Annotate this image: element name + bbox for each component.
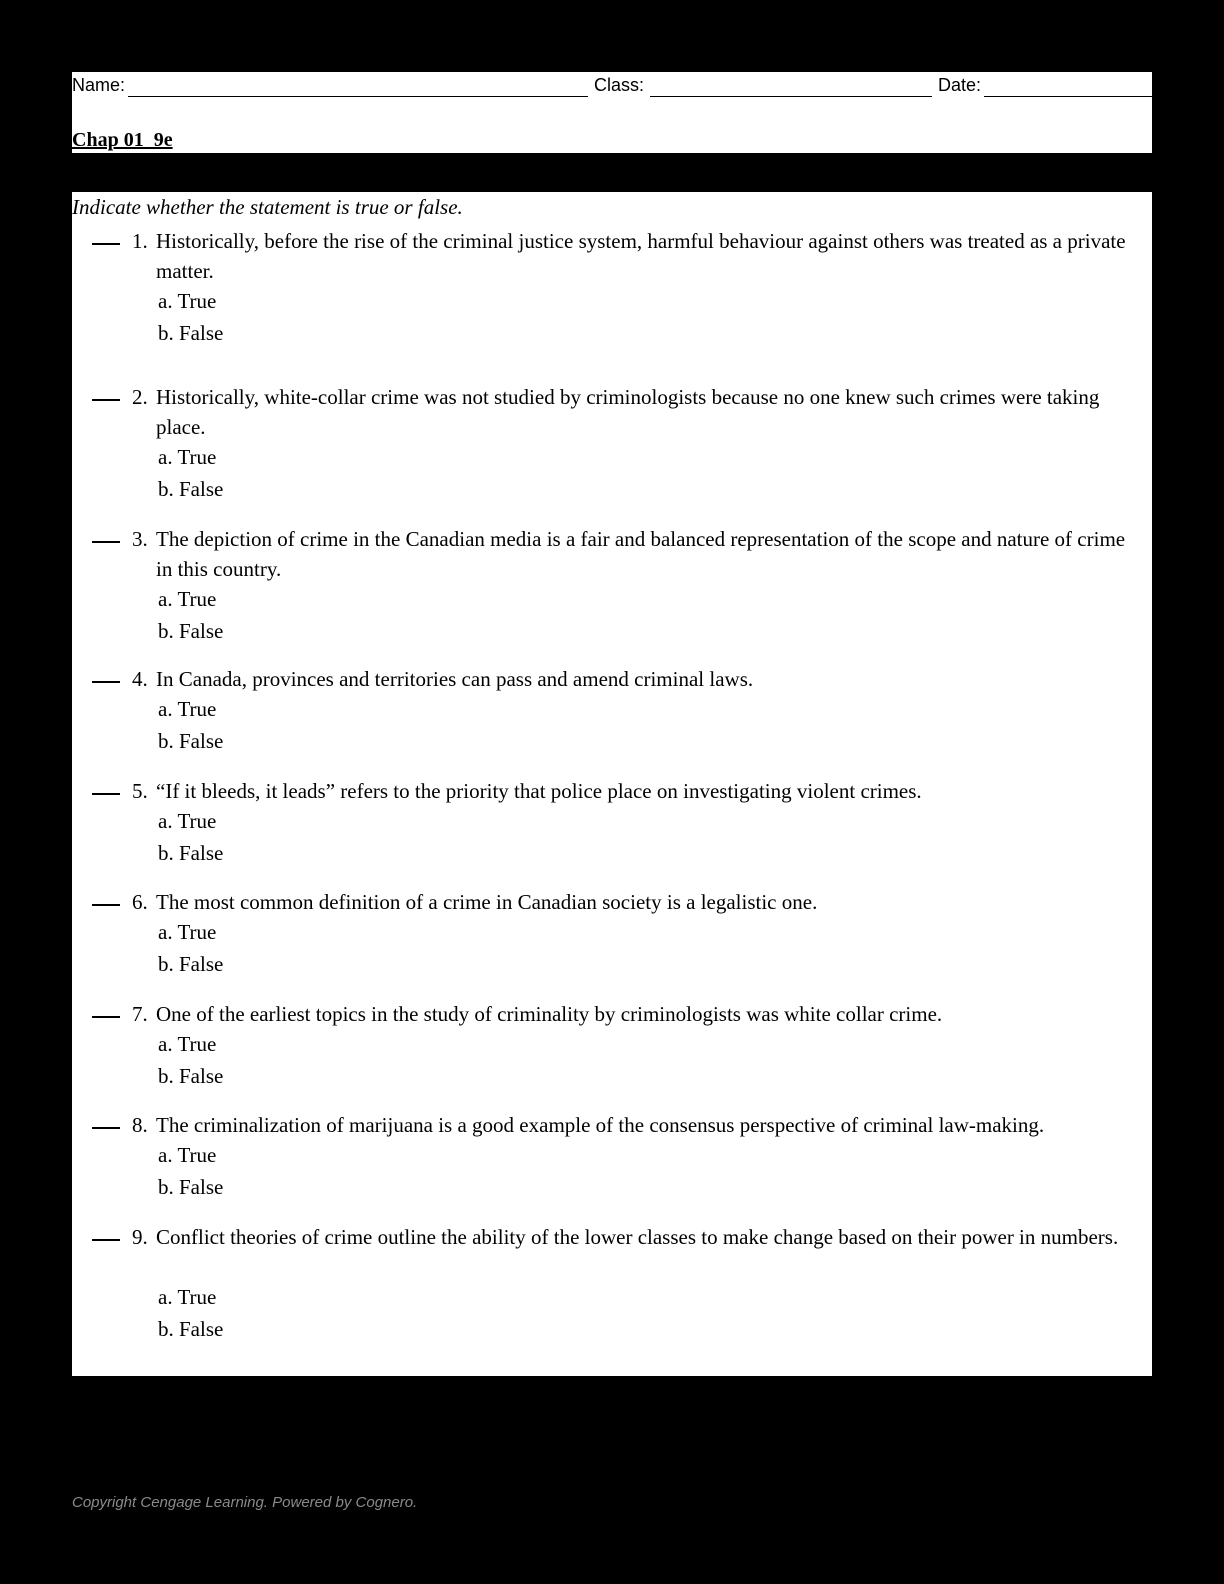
answer-blank[interactable] [92, 243, 120, 245]
question-text: “If it bleeds, it leads” refers to the priority that police place on investigating violent crimes. [156, 779, 922, 803]
option-true: a. True [158, 1143, 217, 1167]
section-instruction: Indicate whether the statement is true or false. [72, 195, 463, 219]
option-true: a. True [158, 697, 217, 721]
answer-blank[interactable] [92, 1239, 120, 1241]
option-false: b. False [158, 729, 224, 753]
answer-blank[interactable] [92, 793, 120, 795]
answer-blank[interactable] [92, 1127, 120, 1129]
question-number: 3. [132, 527, 148, 551]
answer-blank[interactable] [92, 681, 120, 683]
question-text: Historically, white-collar crime was not studied by criminologists because no one knew such crimes were taking place. [156, 385, 1100, 439]
option-false: b. False [158, 619, 224, 643]
name-label: Name: [72, 75, 126, 95]
name-blank [128, 96, 588, 97]
option-true: a. True [158, 809, 217, 833]
class-blank [650, 96, 932, 97]
option-false: b. False [158, 1175, 224, 1199]
option-false: b. False [158, 321, 224, 345]
date-blank [984, 96, 1152, 97]
question-section [72, 192, 1152, 1376]
answer-blank[interactable] [92, 399, 120, 401]
question-number: 4. [132, 667, 148, 691]
question-number: 2. [132, 385, 148, 409]
question-text: Conflict theories of crime outline the ability of the lower classes to make change based on their power in numbers. [156, 1225, 1119, 1249]
header-box [72, 72, 1152, 153]
student-info-line [72, 74, 1152, 98]
question-text: In Canada, provinces and territories can pass and amend criminal laws. [156, 667, 754, 691]
option-true: a. True [158, 289, 217, 313]
question-text: One of the earliest topics in the study of criminality by criminologists was white collar crime. [156, 1002, 943, 1026]
date-label: Date: [938, 75, 982, 95]
question-number: 1. [132, 229, 148, 253]
question-text: Historically, before the rise of the criminal justice system, harmful behaviour against others was treated as a private matter. [156, 229, 1126, 283]
option-true: a. True [158, 445, 217, 469]
option-false: b. False [158, 1064, 224, 1088]
class-label: Class: [594, 75, 645, 95]
answer-blank[interactable] [92, 541, 120, 543]
question-number: 6. [132, 890, 148, 914]
copyright-footer: Copyright Cengage Learning. Powered by Cognero. [72, 1494, 418, 1511]
question-text: The depiction of crime in the Canadian media is a fair and balanced representation of the scope and nature of crime in this country. [156, 527, 1126, 581]
question-text: The criminalization of marijuana is a good example of the consensus perspective of criminal law-making. [156, 1113, 1045, 1137]
option-false: b. False [158, 1317, 224, 1341]
question-number: 9. [132, 1225, 148, 1249]
option-true: a. True [158, 587, 217, 611]
chapter-title: Chap 01_9e [72, 129, 173, 151]
option-true: a. True [158, 1032, 217, 1056]
question-number: 8. [132, 1113, 148, 1137]
option-true: a. True [158, 920, 217, 944]
question-number: 7. [132, 1002, 148, 1026]
question-text: The most common definition of a crime in Canadian society is a legalistic one. [156, 890, 818, 914]
question-number: 5. [132, 779, 148, 803]
option-true: a. True [158, 1285, 217, 1309]
option-false: b. False [158, 841, 224, 865]
option-false: b. False [158, 952, 224, 976]
option-false: b. False [158, 477, 224, 501]
answer-blank[interactable] [92, 904, 120, 906]
answer-blank[interactable] [92, 1016, 120, 1018]
